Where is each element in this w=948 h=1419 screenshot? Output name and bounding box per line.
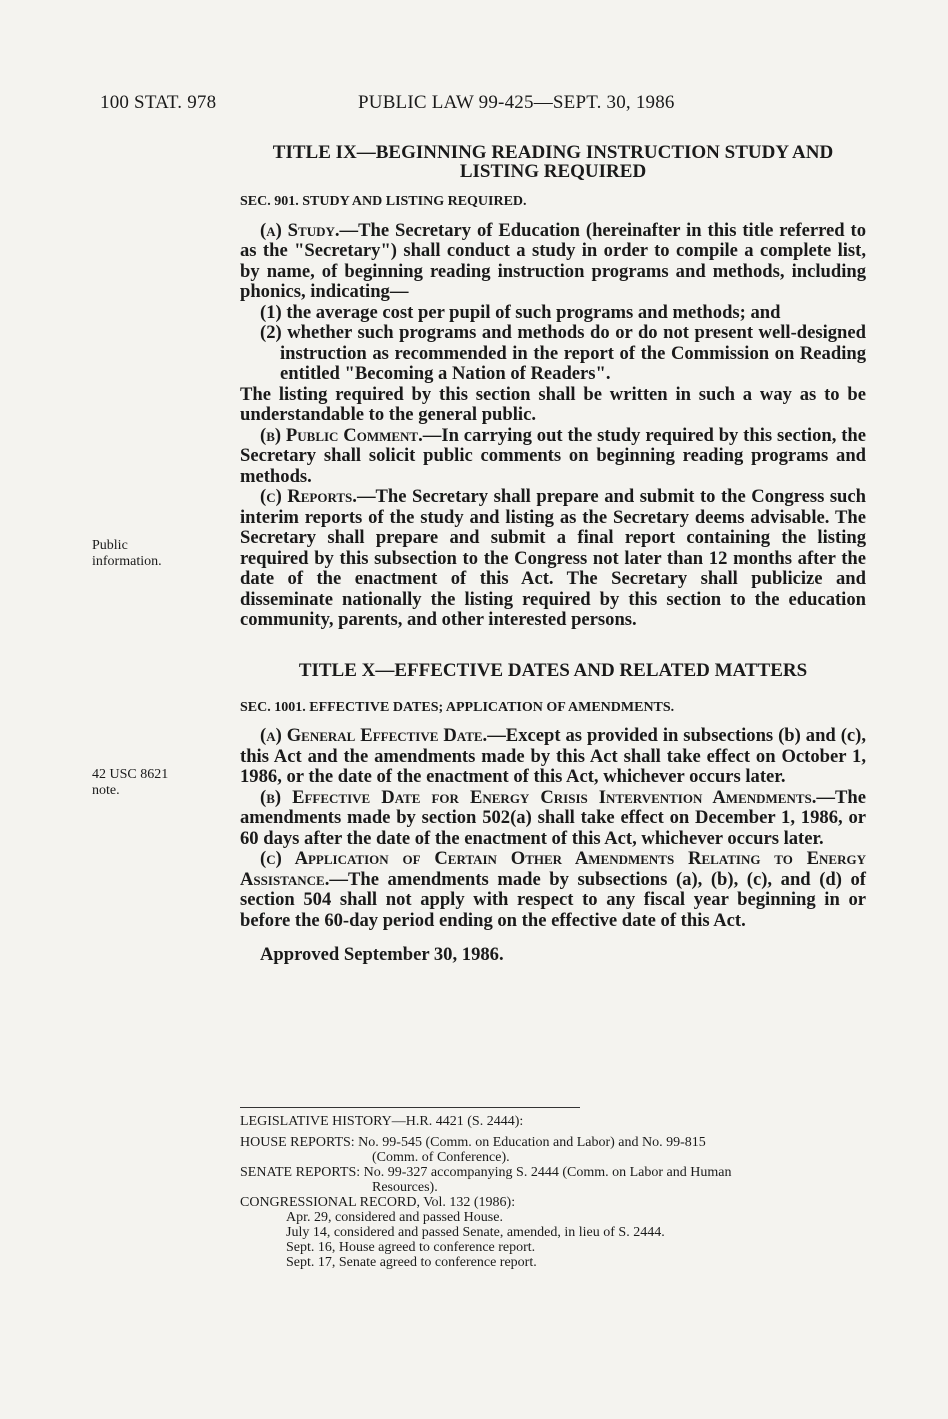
margin-note-usc	[92, 767, 168, 799]
subsection-text: —The amendments made by section 502(a) shall take effect on December 1, 1986, or 60 days after the date of the enactment of this Act, whichever occurs later.	[240, 786, 866, 849]
approval-date: Approved September 30, 1986.	[260, 944, 504, 965]
subsection-text: —The Secretary shall prepare and submit to the Congress such interim reports of the study and listing as the Secretary deems advisable. The Secretary shall prepare and submit a final report containing the listing required by this subsection to the Congress not later than 12 months after the date of the enactment of this Act. The Secretary shall publicize and disseminate nationally the listing required by this section to the education community, parents, and other interested persons.	[240, 486, 866, 630]
record-entry: Sept. 17, Senate agreed to conference report.	[286, 1255, 537, 1270]
congressional-record: CONGRESSIONAL RECORD, Vol. 132 (1986):	[240, 1195, 516, 1210]
subsection-label: (a) General Effective Date.	[260, 725, 488, 746]
title-x-heading: TITLE X—EFFECTIVE DATES AND RELATED MATTERS	[298, 659, 808, 681]
margin-note-line: note.	[92, 783, 120, 798]
subsection-label: (c) Reports.	[260, 486, 357, 507]
public-law-title: PUBLIC LAW 99-425—SEPT. 30, 1986	[358, 92, 675, 113]
paragraph-1: (1) the average cost per pupil of such programs and methods; and	[260, 301, 781, 323]
section-1001-heading: SEC. 1001. EFFECTIVE DATES; APPLICATION OF AMENDMENTS.	[240, 699, 675, 715]
paragraph-2: (2) whether such programs and methods do or do not present well-designed instruction as recommended in the report of the Commission on Reading entitled "Becoming a Nation of Readers".	[260, 322, 866, 384]
subsection-label: (a) Study.	[260, 219, 340, 241]
subsection-text: —In carrying out the study required by this section, the Secretary shall solicit public comments on beginning reading programs and methods.	[240, 424, 866, 487]
margin-note-public-information	[92, 538, 162, 570]
subsection-label: (c) Application of Certain Other Amendments Relating to Energy Assistance.	[240, 848, 866, 890]
subsection-text: —Except as provided in subsections (b) and (c), this Act and the amendments made by this Act shall take effect on October 1, 1986, or the date of the enactment of this Act, whichever occurs later.	[240, 725, 866, 787]
divider-rule	[240, 1107, 580, 1108]
subsection-label: (b) Public Comment.	[260, 424, 423, 446]
listing-sentence: The listing required by this section shall be written in such a way as to be understandable to the general public.	[240, 383, 866, 425]
subsection-901-a	[240, 221, 866, 303]
senate-reports-cont: Resources).	[372, 1180, 438, 1195]
record-entry: Apr. 29, considered and passed House.	[286, 1210, 503, 1225]
title-ix-heading: TITLE IX—BEGINNING READING INSTRUCTION STUDY AND LISTING REQUIRED	[272, 142, 834, 182]
subsection-text: —The Secretary of Education (hereinafter in this title referred to as the "Secretary") shall conduct a study in order to compile a complete list, by name, of beginning reading instruction programs and methods, including phonics, indicating—	[240, 219, 867, 302]
subsection-label: (b) Effective Date for Energy Crisis Intervention Amendments.	[260, 786, 817, 808]
subsection-1001-b	[240, 788, 866, 850]
record-entry: July 14, considered and passed Senate, amended, in lieu of S. 2444.	[286, 1225, 665, 1240]
margin-note-line: information.	[92, 554, 162, 569]
margin-note-line: 42 USC 8621	[92, 767, 169, 782]
subsection-901-b	[240, 426, 866, 488]
legislative-history-title: LEGISLATIVE HISTORY—H.R. 4421 (S. 2444):	[240, 1114, 524, 1129]
subsection-901-c	[240, 487, 866, 631]
stat-page-number: 100 STAT. 978	[100, 92, 217, 113]
house-reports-cont: (Comm. of Conference).	[372, 1150, 510, 1165]
section-901-heading: SEC. 901. STUDY AND LISTING REQUIRED.	[240, 194, 527, 209]
subsection-text: —The amendments made by subsections (a), (b), (c), and (d) of section 504 shall not apply with respect to any fiscal year beginning in or before the 60-day period ending on the effective date of this Act.	[240, 868, 866, 931]
house-reports: HOUSE REPORTS: No. 99-545 (Comm. on Education and Labor) and No. 99-815	[240, 1135, 706, 1150]
record-entry: Sept. 16, House agreed to conference report.	[286, 1240, 536, 1255]
legislative-history	[240, 1107, 870, 1270]
subsection-1001-a	[240, 726, 866, 788]
senate-reports: SENATE REPORTS: No. 99-327 accompanying S. 2444 (Comm. on Labor and Human	[240, 1165, 732, 1180]
document-body	[240, 143, 866, 966]
subsection-1001-c	[240, 849, 866, 931]
margin-note-line: Public	[92, 538, 128, 553]
